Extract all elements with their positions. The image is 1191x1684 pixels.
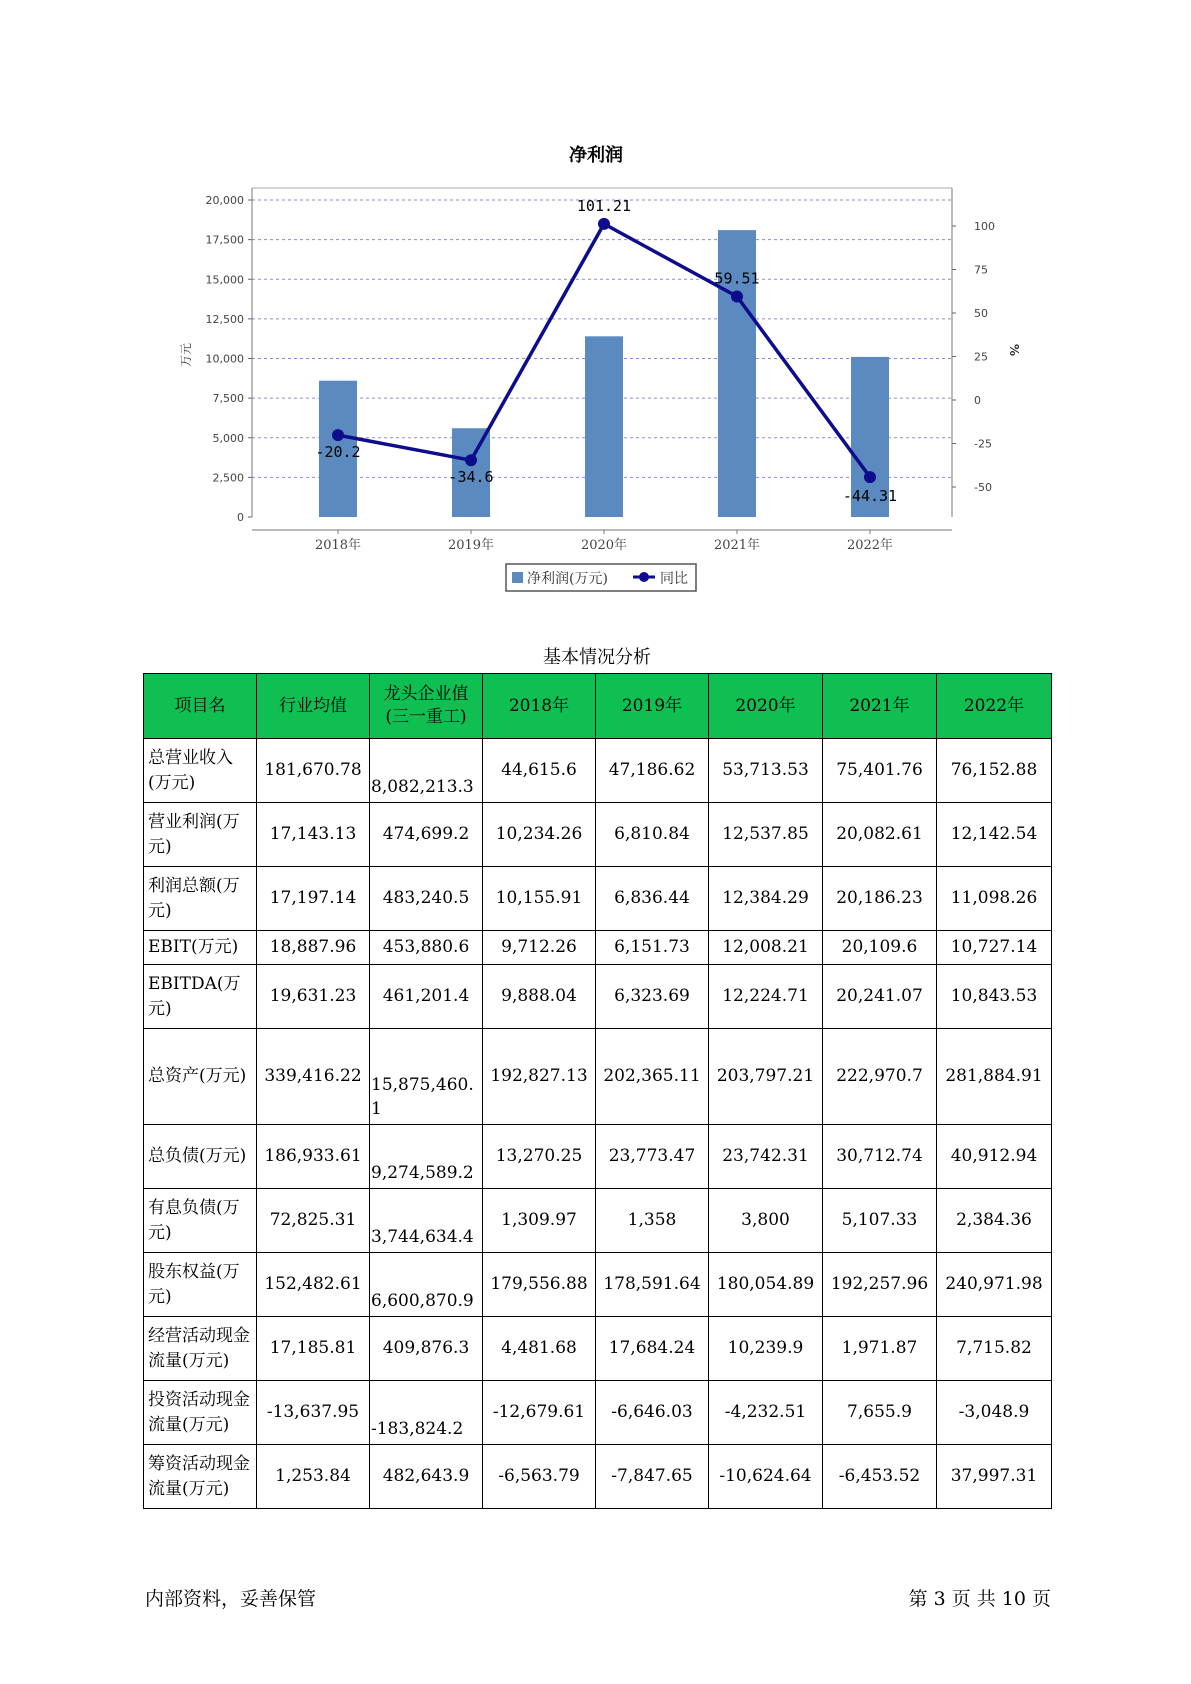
table-row <box>144 965 1052 1029</box>
row-label-cell: 经营活动现金流量(万元) <box>144 1317 257 1381</box>
value-cell: 20,186.23 <box>823 867 937 931</box>
value-cell: 44,615.6 <box>483 739 596 803</box>
row-label-cell: 投资活动现金流量(万元) <box>144 1381 257 1445</box>
value-cell: 10,727.14 <box>937 931 1052 965</box>
value-cell: 152,482.61 <box>257 1253 370 1317</box>
value-cell: 6,810.84 <box>596 803 709 867</box>
value-cell: -12,679.61 <box>483 1381 596 1445</box>
row-label-cell: 总负债(万元) <box>144 1125 257 1189</box>
value-cell: 12,008.21 <box>709 931 823 965</box>
value-cell: 12,224.71 <box>709 965 823 1029</box>
value-cell: 4,481.68 <box>483 1317 596 1381</box>
value-cell: 192,827.13 <box>483 1029 596 1125</box>
table-header-cell: 2021年 <box>823 674 937 739</box>
value-cell: 7,715.82 <box>937 1317 1052 1381</box>
table-row <box>144 1445 1052 1509</box>
table-header-cell: 行业均值 <box>257 674 370 739</box>
value-cell: 6,323.69 <box>596 965 709 1029</box>
value-cell: -6,563.79 <box>483 1445 596 1509</box>
value-cell: 181,670.78 <box>257 739 370 803</box>
table-row <box>144 739 1052 803</box>
row-label-cell: 筹资活动现金流量(万元) <box>144 1445 257 1509</box>
value-cell: 8,082,213.3 <box>370 739 483 803</box>
value-cell: 461,201.4 <box>370 965 483 1029</box>
table-row <box>144 803 1052 867</box>
left-tick-label: 17,500 <box>205 233 244 247</box>
table-row <box>144 867 1052 931</box>
footer-page-number: 第 3 页 共 10 页 <box>908 1588 1051 1610</box>
legend-bar-swatch <box>512 572 523 583</box>
chart-title: 净利润 <box>569 145 623 166</box>
right-tick-label: -25 <box>974 437 992 451</box>
left-tick-label: 10,000 <box>205 352 244 366</box>
row-label-cell: 股东权益(万元) <box>144 1253 257 1317</box>
value-cell: 6,151.73 <box>596 931 709 965</box>
value-cell: 40,912.94 <box>937 1125 1052 1189</box>
value-cell: 18,887.96 <box>257 931 370 965</box>
row-label-cell: 总资产(万元) <box>144 1029 257 1125</box>
table-header-cell: 龙头企业值(三一重工) <box>370 674 483 739</box>
right-tick-label: 50 <box>974 307 988 320</box>
value-cell: 10,843.53 <box>937 965 1052 1029</box>
basic-analysis-table <box>143 673 1052 1509</box>
value-cell: 72,825.31 <box>257 1189 370 1253</box>
value-cell: 453,880.6 <box>370 931 483 965</box>
value-cell: 12,142.54 <box>937 803 1052 867</box>
value-cell: -13,637.95 <box>257 1381 370 1445</box>
value-cell: 30,712.74 <box>823 1125 937 1189</box>
value-cell: 1,309.97 <box>483 1189 596 1253</box>
value-cell: 3,744,634.4 <box>370 1189 483 1253</box>
yoy-point-label: -20.2 <box>315 443 361 462</box>
value-cell: 192,257.96 <box>823 1253 937 1317</box>
table-header-row <box>144 674 1052 739</box>
value-cell: -10,624.64 <box>709 1445 823 1509</box>
value-cell: 1,253.84 <box>257 1445 370 1509</box>
table-header-cell: 2020年 <box>709 674 823 739</box>
table-header-cell: 2019年 <box>596 674 709 739</box>
table-row <box>144 1317 1052 1381</box>
yoy-point <box>598 218 610 230</box>
value-cell: 10,239.9 <box>709 1317 823 1381</box>
value-cell: 20,082.61 <box>823 803 937 867</box>
value-cell: 203,797.21 <box>709 1029 823 1125</box>
table-row <box>144 931 1052 965</box>
value-cell: 9,712.26 <box>483 931 596 965</box>
value-cell: 240,971.98 <box>937 1253 1052 1317</box>
value-cell: 6,836.44 <box>596 867 709 931</box>
table-row <box>144 1125 1052 1189</box>
left-tick-label: 7,500 <box>212 392 244 406</box>
value-cell: 180,054.89 <box>709 1253 823 1317</box>
left-tick-label: 0 <box>237 511 244 524</box>
value-cell: 5,107.33 <box>823 1189 937 1253</box>
x-tick-label: 2018年 <box>314 538 362 553</box>
yoy-point-label: 101.21 <box>576 196 632 215</box>
table-header-cell: 2018年 <box>483 674 596 739</box>
value-cell: 75,401.76 <box>823 739 937 803</box>
yoy-point <box>731 290 743 302</box>
row-label-cell: EBIT(万元) <box>144 931 257 965</box>
value-cell: -3,048.9 <box>937 1381 1052 1445</box>
value-cell: 178,591.64 <box>596 1253 709 1317</box>
yoy-point-label: -44.31 <box>842 487 898 506</box>
yoy-point-label: 59.51 <box>714 269 760 288</box>
value-cell: 9,274,589.2 <box>370 1125 483 1189</box>
value-cell: 17,185.81 <box>257 1317 370 1381</box>
table-header-cell: 项目名 <box>144 674 257 739</box>
right-tick-label: 100 <box>974 220 995 233</box>
legend-bar-label: 净利润(万元) <box>527 571 608 587</box>
left-tick-label: 12,500 <box>205 312 244 326</box>
value-cell: 15,875,460.1 <box>370 1029 483 1125</box>
row-label-cell: 营业利润(万元) <box>144 803 257 867</box>
value-cell: -7,847.65 <box>596 1445 709 1509</box>
right-axis-label: % <box>1007 343 1021 357</box>
value-cell: 482,643.9 <box>370 1445 483 1509</box>
left-tick-label: 15,000 <box>205 273 244 287</box>
value-cell: 53,713.53 <box>709 739 823 803</box>
value-cell: 409,876.3 <box>370 1317 483 1381</box>
yoy-point <box>465 454 477 466</box>
value-cell: -4,232.51 <box>709 1381 823 1445</box>
bar-2020年 <box>585 336 623 517</box>
value-cell: 281,884.91 <box>937 1029 1052 1125</box>
yoy-point <box>864 471 876 483</box>
value-cell: 12,537.85 <box>709 803 823 867</box>
value-cell: 47,186.62 <box>596 739 709 803</box>
table-header-cell: 2022年 <box>937 674 1052 739</box>
value-cell: 20,241.07 <box>823 965 937 1029</box>
value-cell: 222,970.7 <box>823 1029 937 1125</box>
value-cell: 9,888.04 <box>483 965 596 1029</box>
value-cell: 474,699.2 <box>370 803 483 867</box>
value-cell: 1,971.87 <box>823 1317 937 1381</box>
value-cell: 186,933.61 <box>257 1125 370 1189</box>
row-label-cell: 利润总额(万元) <box>144 867 257 931</box>
footer-confidential-note: 内部资料，妥善保管 <box>145 1588 317 1610</box>
table-caption: 基本情况分析 <box>543 647 651 668</box>
value-cell: 10,234.26 <box>483 803 596 867</box>
row-label-cell: 有息负债(万元) <box>144 1189 257 1253</box>
legend-line-marker <box>639 572 649 582</box>
x-tick-label: 2021年 <box>713 538 761 553</box>
right-tick-label: 0 <box>974 394 981 407</box>
value-cell: 76,152.88 <box>937 739 1052 803</box>
value-cell: 1,358 <box>596 1189 709 1253</box>
value-cell: 179,556.88 <box>483 1253 596 1317</box>
value-cell: 17,684.24 <box>596 1317 709 1381</box>
right-tick-label: 25 <box>974 350 988 364</box>
value-cell: 3,800 <box>709 1189 823 1253</box>
value-cell: 13,270.25 <box>483 1125 596 1189</box>
yoy-point-label: -34.6 <box>448 468 494 487</box>
value-cell: 17,197.14 <box>257 867 370 931</box>
value-cell: 7,655.9 <box>823 1381 937 1445</box>
left-tick-label: 20,000 <box>205 194 244 207</box>
left-tick-label: 2,500 <box>212 471 244 485</box>
x-tick-label: 2022年 <box>846 538 894 553</box>
value-cell: 37,997.31 <box>937 1445 1052 1509</box>
table-row <box>144 1189 1052 1253</box>
value-cell: 23,742.31 <box>709 1125 823 1189</box>
table-row <box>144 1253 1052 1317</box>
value-cell: -6,646.03 <box>596 1381 709 1445</box>
value-cell: 483,240.5 <box>370 867 483 931</box>
left-axis-label: 万元 <box>179 342 193 368</box>
x-tick-label: 2019年 <box>447 538 495 553</box>
row-label-cell: 总营业收入(万元) <box>144 739 257 803</box>
value-cell: 20,109.6 <box>823 931 937 965</box>
table-row <box>144 1381 1052 1445</box>
right-tick-label: -50 <box>974 481 992 494</box>
value-cell: 11,098.26 <box>937 867 1052 931</box>
value-cell: 339,416.22 <box>257 1029 370 1125</box>
table-row <box>144 1029 1052 1125</box>
value-cell: 202,365.11 <box>596 1029 709 1125</box>
left-tick-label: 5,000 <box>212 431 244 445</box>
value-cell: 19,631.23 <box>257 965 370 1029</box>
value-cell: -183,824.2 <box>370 1381 483 1445</box>
value-cell: 10,155.91 <box>483 867 596 931</box>
right-tick-label: 75 <box>974 263 988 277</box>
yoy-point <box>332 429 344 441</box>
value-cell: 2,384.36 <box>937 1189 1052 1253</box>
row-label-cell: EBITDA(万元) <box>144 965 257 1029</box>
value-cell: -6,453.52 <box>823 1445 937 1509</box>
x-tick-label: 2020年 <box>580 538 628 553</box>
value-cell: 23,773.47 <box>596 1125 709 1189</box>
value-cell: 17,143.13 <box>257 803 370 867</box>
value-cell: 6,600,870.9 <box>370 1253 483 1317</box>
legend-line-label: 同比 <box>660 571 688 587</box>
value-cell: 12,384.29 <box>709 867 823 931</box>
net-profit-chart <box>0 0 1191 620</box>
